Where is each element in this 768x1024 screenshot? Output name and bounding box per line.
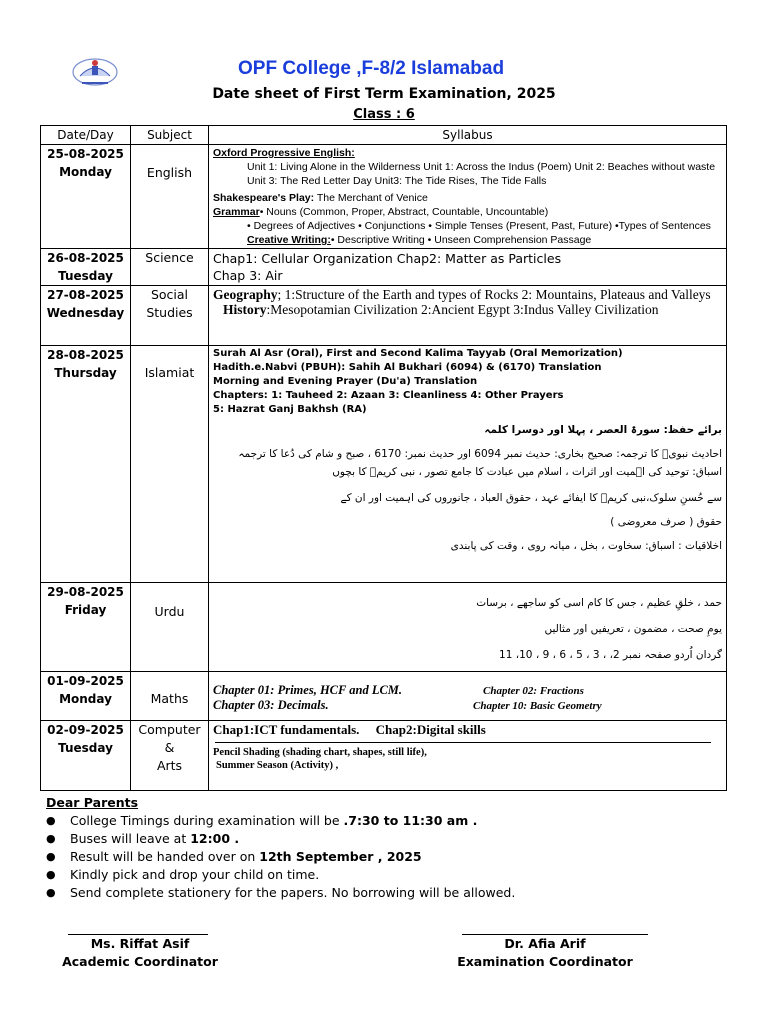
subject: Science [145,250,194,265]
date-cell [41,583,131,672]
table-row [41,346,727,583]
subject-cell [131,286,209,346]
column-header: Date/Day [41,126,131,145]
class-label: Class : 6 [353,107,415,122]
table-row [41,672,727,721]
subject: & [164,740,175,755]
geography-label: Geography [213,287,278,302]
computer-line: Chap1:ICT fundamentals. Chap2:Digital skills [213,722,486,737]
date: 25-08-2025 [47,147,124,161]
column-header: Syllabus [209,126,727,145]
islamiat-urdu-line: اسباق: توحید کی اہمیت اور اثرات ، اسلام میں عبادت کا جامع تصور ، نبی کریمؐ کا بچوں [332,466,722,478]
islamiat-urdu-line: احادیث نبویؐ کا ترجمہ: صحیح بخاری: حدیث نمبر 6094 اور حدیث نمبر: 6170 ، صبح و شام کی دُعا کا ترجمہ [238,448,722,460]
date-cell [41,249,131,286]
subject: Social Studies [146,287,193,320]
day: Thursday [54,366,117,380]
grammar-topics-more: • Degrees of Adjectives • Conjunctions • Simple Tenses (Present, Past, Future) •Types of Sentences [247,220,711,232]
note-text: College Timings during examination will be [70,813,344,828]
syllabus-cell [209,346,727,583]
date: 01-09-2025 [47,674,124,688]
date: 27-08-2025 [47,288,124,302]
subject-cell [131,583,209,672]
note-text: Kindly pick and drop your child on time. [70,867,320,882]
urdu-line: گردان اُردو صفحہ نمبر 2، ، 3 ، 5 ، 6 ، 9 ، 10، 11 [499,649,722,661]
date-cell [41,145,131,249]
subject-cell [131,721,209,791]
signature-block-exam [440,935,650,971]
islamiat-line: Morning and Evening Prayer (Du'a) Translation [213,376,478,387]
college-name: OPF College ,F-8/2 Islamabad [238,58,505,79]
day: Tuesday [58,741,113,755]
subject: Maths [150,691,189,706]
subject: Urdu [154,604,185,619]
day: Tuesday [58,269,113,283]
date-cell [41,286,131,346]
divider [215,742,711,743]
arts-line: Summer Season (Activity) , [216,760,339,771]
islamiat-line: Chapters: 1: Tauheed 2: Azaan 3: Cleanliness 4: Other Prayers [213,390,564,401]
table-row [41,286,727,346]
play-title: The Merchant of Venice [316,192,428,204]
note-emphasis: 12th September , 2025 [259,849,422,864]
grammar-label: Grammar [213,206,260,218]
day: Friday [64,603,107,617]
subject: Computer [138,722,201,737]
islamiat-urdu-line: اخلاقیات : اسباق: سخاوت ، بخل ، میانہ روی ، وقت کی پابندی [450,540,722,552]
table-row [41,721,727,791]
note-emphasis: 12:00 . [190,831,240,846]
signature-block-academic [50,935,230,971]
list-item [46,830,515,848]
islamiat-line: Surah Al Asr (Oral), First and Second Kalima Tayyab (Oral Memorization) [213,348,623,359]
subject-cell [131,346,209,583]
signatory-name: Ms. Riffat Asif [90,936,190,951]
subject: English [146,165,193,180]
date: 28-08-2025 [47,348,124,362]
date-cell [41,721,131,791]
syllabus-cell [209,286,727,346]
date: 29-08-2025 [47,585,124,599]
maths-chapter-1: Chapter 01: Primes, HCF and LCM. [213,683,403,697]
geography-topics: ; 1:Structure of the Earth and types of Rocks 2: Mountains, Plateaus and Valleys [277,287,711,302]
subject-cell [131,672,209,721]
islamiat-urdu-line: برائے حفظ: سورۃ العصر ، پہلا اور دوسرا کلمہ [484,424,722,436]
list-item [46,812,515,830]
arts-line: Pencil Shading (shading chart, shapes, still life), [213,747,427,758]
table-row [41,145,727,249]
column-header: Subject [131,126,209,145]
maths-chapter-3: Chapter 03: Decimals. [213,698,329,712]
urdu-line: حمد ، خلقِ عظیم ، جس کا کام اسی کو ساجھے ، برسات [476,597,722,609]
page-title: Date sheet of First Term Examination, 2025 [212,86,556,102]
day: Monday [59,165,112,179]
date-cell [41,672,131,721]
syllabus-cell [209,672,727,721]
urdu-line: یومِ صحت ، مضمون ، تعریفیں اور مثالیں [544,623,722,635]
grammar-topics: • Nouns (Common, Proper, Abstract, Countable, Uncountable) [259,206,549,218]
note-text: Buses will leave at [70,831,191,846]
history-topics: :Mesopotamian Civilization 2:Ancient Egypt 3:Indus Valley Civilization [266,302,659,317]
note-text: Result will be handed over on [70,849,260,864]
oxford-units: Unit 1: Living Alone in the Wilderness Unit 1: Across the Indus (Poem) Unit 2: Beaches without waste Unit 3: The Red Letter Day Unit3: The Tide Rises, The Tide Falls [247,161,716,187]
play-label: Shakespeare's Play: [213,192,315,204]
table-header-row [41,126,727,145]
writing-topics: • Descriptive Writing • Unseen Comprehension Passage [330,234,592,246]
table-row [41,583,727,672]
signatory-role: Academic Coordinator [62,954,218,969]
subject-cell [131,145,209,249]
list-item [46,884,515,902]
table-row [41,249,727,286]
islamiat-line: Hadith.e.Nabvi (PBUH): Sahih Al Bukhari (6094) & (6170) Translation [213,362,602,373]
note-text: Send complete stationery for the papers. No borrowing will be allowed. [70,885,516,900]
date: 02-09-2025 [47,723,124,737]
datesheet-table [40,125,727,791]
islamiat-line: 5: Hazrat Ganj Bakhsh (RA) [213,404,367,415]
oxford-label: Oxford Progressive English: [213,147,355,159]
day: Monday [59,692,112,706]
subject: Islamiat [144,365,195,380]
signatory-name: Dr. Afia Arif [504,936,586,951]
subject: Arts [156,758,183,773]
syllabus-cell [209,721,727,791]
science-line-2: Chap 3: Air [213,268,283,283]
syllabus-cell [209,249,727,286]
signatory-role: Examination Coordinator [457,954,633,969]
date: 26-08-2025 [47,251,124,265]
syllabus-cell [209,583,727,672]
maths-chapter-10: Chapter 10: Basic Geometry [473,700,602,712]
list-item [46,866,515,884]
list-item [46,848,515,866]
islamiat-urdu-line: حقوق ( صرف معروضی ) [610,516,722,528]
history-label: History [223,302,267,317]
syllabus-cell [209,145,727,249]
note-emphasis: .7:30 to 11:30 am . [343,813,478,828]
science-line-1: Chap1: Cellular Organization Chap2: Matter as Particles [213,251,562,266]
day: Wednesday [46,306,125,320]
notes-heading: Dear Parents [46,795,139,810]
date-cell [41,346,131,583]
maths-chapter-2: Chapter 02: Fractions [483,685,584,697]
subject-cell [131,249,209,286]
writing-label: Creative Writing: [247,234,331,246]
islamiat-urdu-line: سے حُسنِ سلوک،نبی کریمؐ کا ایفائے عہد ، حقوق العباد ، جانوروں کی اہمیت اور ان کے [340,492,722,504]
parent-notes [46,794,515,902]
